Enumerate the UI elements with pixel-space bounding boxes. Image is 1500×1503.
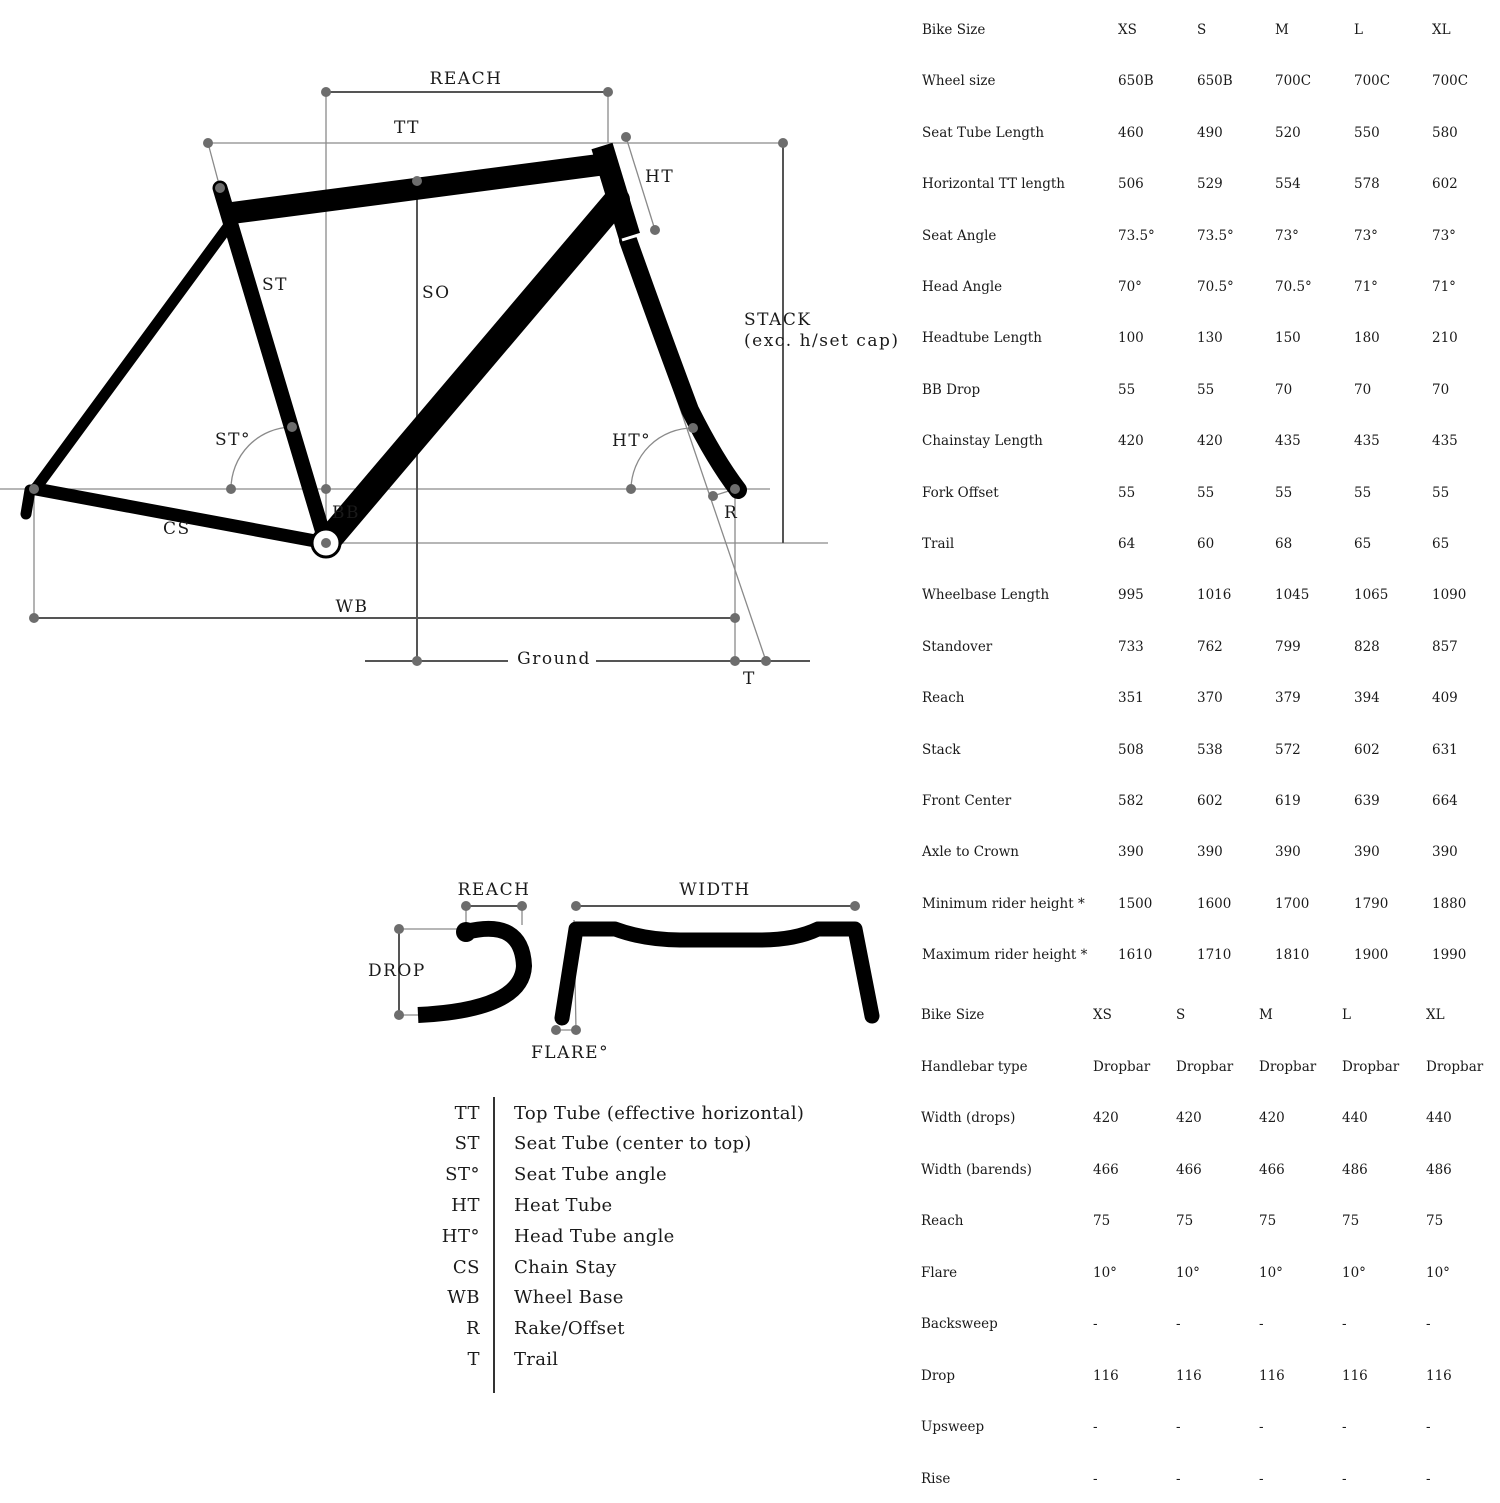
row-label: Axle to Crown	[922, 844, 1019, 861]
label-stack-note: (exc. h/set cap)	[744, 331, 900, 351]
table-cell: 55	[1197, 381, 1215, 398]
label-tt: TT	[394, 118, 420, 138]
table-cell: Dropbar	[1176, 1058, 1234, 1075]
header-label: Bike Size	[921, 1007, 985, 1023]
legend-abbr: CS	[452, 1256, 480, 1278]
table-cell: 1790	[1354, 895, 1389, 912]
table-cell: 130	[1197, 330, 1223, 347]
table-cell: 828	[1354, 638, 1380, 655]
row-label: Backsweep	[921, 1316, 998, 1332]
legend-item	[420, 1252, 617, 1282]
table-cell: 762	[1197, 638, 1223, 655]
table-cell: 65	[1432, 536, 1450, 552]
label-reach: REACH	[429, 69, 503, 89]
handlebar-front-profile	[562, 929, 872, 1018]
table-cell: 602	[1354, 741, 1380, 758]
table-cell: 70°	[1118, 279, 1142, 295]
table-cell: -	[1259, 1316, 1264, 1332]
legend-item	[420, 1283, 624, 1313]
table-cell: Dropbar	[1259, 1058, 1317, 1075]
table-cell: -	[1176, 1470, 1181, 1487]
table-cell: 650B	[1197, 73, 1233, 90]
table-cell: 578	[1354, 176, 1380, 193]
table-cell: 420	[1118, 433, 1144, 450]
table-cell: 602	[1432, 176, 1458, 193]
table-cell: 390	[1354, 844, 1380, 861]
table-cell: 10°	[1093, 1264, 1117, 1281]
label-st: ST	[262, 275, 288, 295]
table-cell: 75	[1093, 1213, 1111, 1229]
row-label: Handlebar type	[921, 1058, 1028, 1075]
table-cell: 75	[1426, 1213, 1444, 1229]
table-cell: 435	[1432, 433, 1458, 450]
row-label: Seat Angle	[922, 227, 997, 244]
legend-desc: Head Tube angle	[514, 1225, 675, 1247]
size-column-header: XL	[1426, 1007, 1445, 1023]
table-cell: 1810	[1275, 947, 1310, 964]
row-label: Wheel size	[922, 73, 996, 90]
label-bar-drop: DROP	[368, 961, 426, 981]
table-cell: 75	[1259, 1213, 1277, 1229]
size-column-header: XS	[1118, 22, 1137, 38]
table-cell: 379	[1275, 690, 1301, 707]
table-cell: 420	[1093, 1110, 1119, 1126]
size-column-header: M	[1275, 22, 1289, 38]
table-cell: 1700	[1275, 895, 1310, 912]
table-cell: 73.5°	[1118, 227, 1155, 244]
table-cell: 70	[1275, 381, 1293, 398]
legend-desc: Heat Tube	[514, 1194, 613, 1216]
label-bb: BB	[332, 503, 360, 523]
table-cell: 55	[1197, 484, 1215, 501]
table-cell: 440	[1342, 1110, 1368, 1126]
table-cell: 180	[1354, 330, 1380, 347]
legend-abbr: TT	[454, 1102, 480, 1124]
row-label: Head Angle	[922, 279, 1003, 295]
row-label: Minimum rider height *	[922, 895, 1085, 912]
table-cell: 409	[1432, 690, 1458, 707]
table-cell: 554	[1275, 176, 1301, 193]
table-cell: 116	[1342, 1367, 1368, 1384]
table-cell: 420	[1176, 1110, 1202, 1126]
table-cell: 394	[1354, 690, 1380, 707]
legend-item	[420, 1221, 675, 1251]
label-ground: Ground	[517, 649, 591, 669]
table-cell: Dropbar	[1093, 1058, 1151, 1075]
table-cell: 466	[1176, 1161, 1202, 1178]
header-label: Bike Size	[922, 22, 986, 38]
table-cell: 420	[1197, 433, 1223, 450]
table-cell: 116	[1176, 1367, 1202, 1384]
table-cell: -	[1426, 1470, 1431, 1487]
table-cell: 116	[1259, 1367, 1285, 1384]
label-st-angle: ST°	[215, 430, 251, 450]
table-cell: 70.5°	[1275, 279, 1312, 295]
table-cell: 529	[1197, 176, 1223, 193]
table-cell: 490	[1197, 124, 1223, 141]
table-cell: 435	[1354, 433, 1380, 450]
table-cell: 10°	[1426, 1264, 1450, 1281]
legend-desc: Wheel Base	[514, 1287, 624, 1309]
table-cell: Dropbar	[1342, 1058, 1400, 1075]
legend-abbr: R	[465, 1318, 480, 1340]
size-column-header: L	[1354, 22, 1363, 38]
table-cell: 466	[1093, 1161, 1119, 1178]
row-label: Horizontal TT length	[922, 176, 1066, 193]
table-cell: 390	[1197, 844, 1223, 861]
table-cell: 486	[1426, 1161, 1452, 1178]
legend-abbr: ST°	[445, 1164, 480, 1186]
table-cell: 1045	[1275, 587, 1310, 604]
table-cell: 71°	[1354, 279, 1378, 295]
label-cs: CS	[163, 519, 191, 539]
legend-desc: Trail	[514, 1348, 559, 1370]
row-label: Flare	[921, 1264, 958, 1281]
row-label: Chainstay Length	[922, 433, 1043, 450]
row-label: Wheelbase Length	[922, 587, 1050, 604]
legend-divider	[493, 1097, 495, 1393]
table-cell: 550	[1354, 124, 1380, 141]
size-column-header: L	[1342, 1007, 1351, 1023]
row-label: Maximum rider height *	[922, 947, 1088, 964]
table-cell: 1500	[1118, 895, 1153, 912]
legend-desc: Chain Stay	[514, 1256, 617, 1278]
size-column-header: XL	[1432, 22, 1451, 38]
table-cell: 70.5°	[1197, 279, 1234, 295]
table-cell: 1065	[1354, 587, 1389, 604]
table-cell: 55	[1118, 381, 1136, 398]
label-bar-width: WIDTH	[679, 880, 751, 900]
table-cell: 857	[1432, 638, 1458, 655]
table-cell: 486	[1342, 1161, 1368, 1178]
table-cell: 508	[1118, 741, 1144, 758]
label-wb: WB	[335, 597, 369, 617]
row-label: BB Drop	[922, 381, 981, 398]
row-label: Drop	[921, 1367, 956, 1384]
legend-abbr: T	[467, 1348, 480, 1370]
row-label: Width (barends)	[921, 1161, 1032, 1178]
handlebar-side-profile	[418, 929, 524, 1015]
handlebar-diagram	[0, 0, 900, 1080]
table-cell: 390	[1275, 844, 1301, 861]
table-cell: 650B	[1118, 73, 1154, 90]
table-cell: 75	[1176, 1213, 1194, 1229]
table-cell: 466	[1259, 1161, 1285, 1178]
legend-item	[420, 1160, 667, 1190]
row-label: Reach	[921, 1213, 964, 1229]
table-cell: 150	[1275, 330, 1301, 347]
legend-desc: Seat Tube angle	[514, 1164, 667, 1186]
table-cell: -	[1426, 1419, 1431, 1435]
table-cell: 460	[1118, 124, 1144, 141]
table-cell: -	[1259, 1419, 1264, 1435]
table-cell: 55	[1118, 484, 1136, 501]
row-label: Standover	[922, 638, 993, 655]
table-cell: -	[1426, 1316, 1431, 1332]
label-bar-flare: FLARE°	[531, 1043, 610, 1063]
table-cell: 639	[1354, 793, 1380, 809]
table-cell: 70	[1432, 381, 1450, 398]
table-cell: 1900	[1354, 947, 1389, 964]
table-cell: -	[1093, 1419, 1098, 1435]
table-cell: 619	[1275, 793, 1301, 809]
table-cell: 664	[1432, 793, 1458, 809]
table-cell: 700C	[1432, 73, 1469, 90]
table-cell: 420	[1259, 1110, 1285, 1126]
label-ht: HT	[645, 167, 675, 187]
table-cell: -	[1342, 1316, 1347, 1332]
legend-item	[420, 1098, 805, 1128]
table-cell: 572	[1275, 741, 1301, 758]
table-cell: 1990	[1432, 947, 1467, 964]
table-cell: 116	[1426, 1367, 1452, 1384]
table-cell: 68	[1275, 536, 1293, 552]
table-cell: 210	[1432, 330, 1458, 347]
size-column-header: M	[1259, 1007, 1273, 1023]
table-cell: 73.5°	[1197, 227, 1234, 244]
table-cell: -	[1093, 1470, 1098, 1487]
table-cell: 10°	[1342, 1264, 1366, 1281]
legend-abbr: WB	[447, 1287, 480, 1309]
legend-desc: Rake/Offset	[514, 1318, 625, 1340]
row-label: Width (drops)	[921, 1110, 1016, 1126]
table-cell: -	[1259, 1470, 1264, 1487]
table-cell: 390	[1432, 844, 1458, 861]
table-cell: 1880	[1432, 895, 1467, 912]
label-r: R	[724, 503, 739, 523]
legend-abbr: HT°	[441, 1225, 480, 1247]
table-cell: 73°	[1354, 227, 1378, 244]
table-cell: 73°	[1432, 227, 1456, 244]
table-cell: 602	[1197, 793, 1223, 809]
table-cell: 64	[1118, 536, 1136, 552]
row-label: Front Center	[922, 793, 1012, 809]
table-cell: 390	[1118, 844, 1144, 861]
table-cell: 116	[1093, 1367, 1119, 1384]
row-label: Upsweep	[921, 1419, 985, 1435]
table-cell: 799	[1275, 638, 1301, 655]
table-cell: 55	[1432, 484, 1450, 501]
table-cell: 1610	[1118, 947, 1153, 964]
legend-desc: Seat Tube (center to top)	[514, 1133, 752, 1155]
table-cell: 65	[1354, 536, 1372, 552]
label-t: T	[743, 669, 756, 689]
table-cell: 700C	[1354, 73, 1391, 90]
table-cell: 75	[1342, 1213, 1360, 1229]
table-cell: 631	[1432, 741, 1458, 758]
table-cell: Dropbar	[1426, 1058, 1484, 1075]
table-cell: 582	[1118, 793, 1144, 809]
label-ht-angle: HT°	[612, 431, 652, 451]
legend-desc: Top Tube (effective horizontal)	[514, 1102, 805, 1124]
table-cell: 10°	[1176, 1264, 1200, 1281]
table-cell: 10°	[1259, 1264, 1283, 1281]
row-label: Fork Offset	[922, 484, 999, 501]
table-cell: 73°	[1275, 227, 1299, 244]
label-stack: STACK	[744, 310, 812, 330]
table-cell: 60	[1197, 536, 1215, 552]
table-cell: 1090	[1432, 587, 1467, 604]
table-cell: -	[1176, 1419, 1181, 1435]
table-cell: 55	[1354, 484, 1372, 501]
label-so: SO	[422, 283, 451, 303]
table-cell: 520	[1275, 124, 1301, 141]
table-cell: 733	[1118, 638, 1144, 655]
row-label: Trail	[922, 536, 955, 552]
table-cell: 351	[1118, 690, 1144, 707]
label-bar-reach: REACH	[457, 880, 531, 900]
table-cell: -	[1093, 1316, 1098, 1332]
row-label: Stack	[922, 741, 961, 758]
table-cell: 506	[1118, 176, 1144, 193]
row-label: Rise	[921, 1470, 951, 1487]
size-column-header: S	[1176, 1007, 1186, 1023]
table-cell: 100	[1118, 330, 1144, 347]
table-cell: 538	[1197, 741, 1223, 758]
table-cell: 995	[1118, 587, 1144, 604]
table-cell: -	[1176, 1316, 1181, 1332]
table-cell: 440	[1426, 1110, 1452, 1126]
legend-abbr: ST	[454, 1133, 480, 1155]
row-label: Seat Tube Length	[922, 124, 1045, 141]
table-cell: 55	[1275, 484, 1293, 501]
size-column-header: S	[1197, 22, 1207, 38]
row-label: Reach	[922, 690, 965, 707]
legend-item	[420, 1190, 613, 1220]
table-cell: 435	[1275, 433, 1301, 450]
table-cell: 1016	[1197, 587, 1232, 604]
table-cell: -	[1342, 1419, 1347, 1435]
table-cell: 1710	[1197, 947, 1232, 964]
table-cell: 71°	[1432, 279, 1456, 295]
table-cell: 700C	[1275, 73, 1312, 90]
row-label: Headtube Length	[922, 330, 1042, 347]
legend-item	[420, 1129, 752, 1159]
legend-item	[420, 1344, 559, 1374]
table-cell: 580	[1432, 124, 1458, 141]
table-cell: 1600	[1197, 895, 1232, 912]
legend-item	[420, 1314, 625, 1344]
size-column-header: XS	[1093, 1007, 1112, 1023]
table-cell: 370	[1197, 690, 1223, 707]
table-cell: -	[1342, 1470, 1347, 1487]
table-cell: 70	[1354, 381, 1372, 398]
legend-abbr: HT	[451, 1194, 480, 1216]
